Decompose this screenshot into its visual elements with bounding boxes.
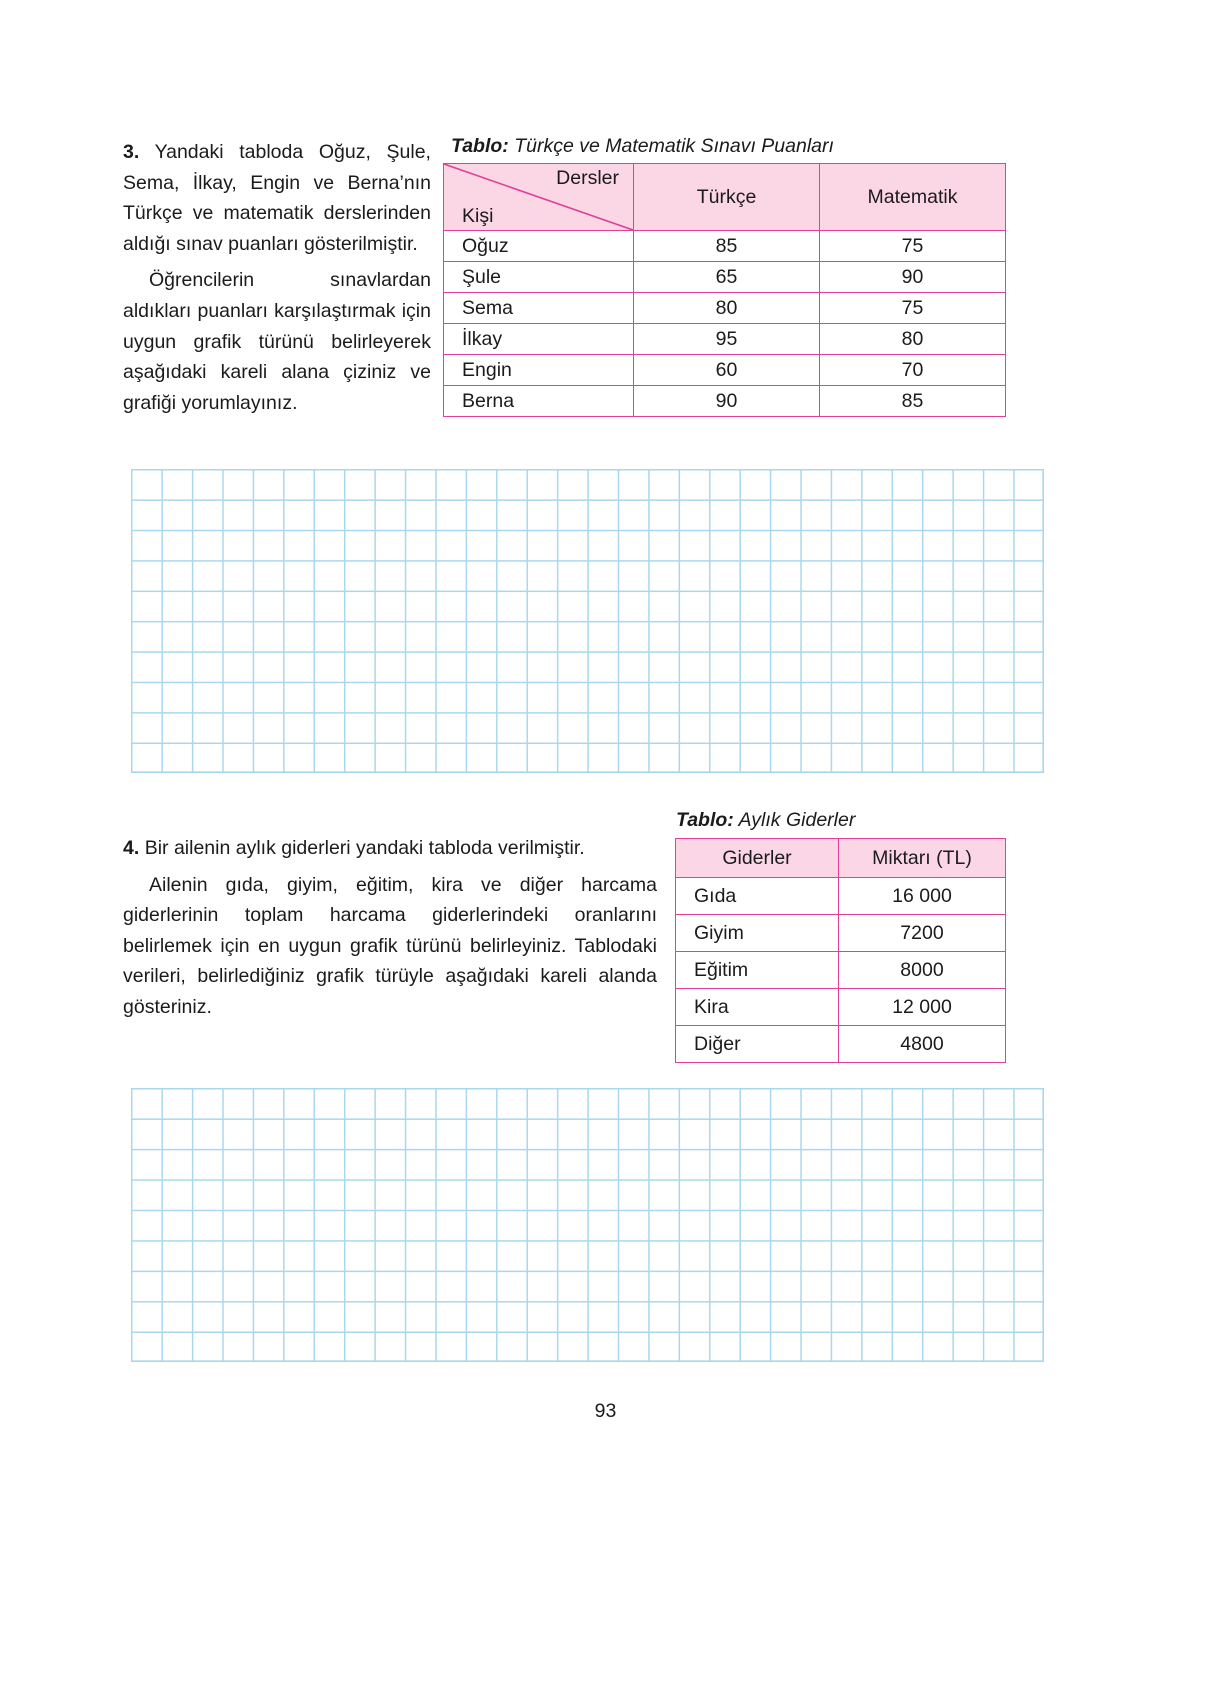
table-row (444, 324, 1006, 355)
table-2-cell-amount: 12 000 (839, 989, 1006, 1026)
table-row-header (676, 839, 1006, 878)
table-row (676, 952, 1006, 989)
table-row (676, 1026, 1006, 1063)
table-1-container (443, 163, 1006, 417)
question-4-text-block (123, 833, 657, 1023)
table-2-cell-amount: 4800 (839, 1026, 1006, 1063)
table-row (444, 262, 1006, 293)
table-2-column-header-miktari: Miktarı (TL) (839, 839, 1006, 878)
table-1-cell-name: Oğuz (444, 231, 634, 262)
table-2-cell-amount: 8000 (839, 952, 1006, 989)
table-2-column-header-giderler: Giderler (676, 839, 839, 878)
table-1-column-header-matematik: Matematik (820, 164, 1006, 231)
table-1-cell-matematik: 85 (820, 386, 1006, 417)
table-row-header (444, 164, 1006, 231)
table-1-cell-turkce: 65 (634, 262, 820, 293)
table-1-cell-matematik: 90 (820, 262, 1006, 293)
question-3-paragraph-2: Öğrencilerin sınavlardan aldıkları puanları karşılaştırmak için uygun grafik türünü belirleyerek aşağıdaki kareli alana çiziniz ve grafiği yorumlayınız. (123, 269, 431, 414)
table-row (676, 989, 1006, 1026)
table-1-caption-label: Tablo: (451, 135, 509, 157)
table-1-cell-matematik: 75 (820, 293, 1006, 324)
table-2-caption-text: Aylık Giderler (733, 809, 856, 831)
graph-paper-area-1[interactable] (131, 469, 1044, 773)
table-1-cell-name: Şule (444, 262, 634, 293)
question-4-paragraph-2: Ailenin gıda, giyim, eğitim, kira ve diğer harcama giderlerinin toplam harcama giderlerindeki oranlarını belirlemek için en uygun grafik türünü belirleyiniz. Tablodaki verileri, belirlediğiniz grafik türüyle aşağıdaki kareli alanda gösteriniz. (123, 873, 657, 1018)
table-1-corner-bottom-label: Kişi (462, 205, 494, 227)
table-row (444, 231, 1006, 262)
table-row (676, 915, 1006, 952)
table-1-caption-text: Türkçe ve Matematik Sınavı Puanları (508, 135, 834, 157)
table-2-container (675, 838, 1006, 1063)
table-2-cell-name: Gıda (676, 878, 839, 915)
table-1-cell-name: Berna (444, 386, 634, 417)
table-2-cell-name: Giyim (676, 915, 839, 952)
table-row (444, 355, 1006, 386)
table-1-corner-header (444, 164, 634, 231)
question-3-paragraph-1-text: Yandaki tabloda Oğuz, Şule, Sema, İlkay, Engin ve Berna’nın Türkçe ve matematik derslerinden aldığı sınav puanları gösterilmiştir. (123, 141, 431, 255)
page-number: 93 (594, 1400, 617, 1422)
table-1-column-header-turkce: Türkçe (634, 164, 820, 231)
table-1-cell-matematik: 70 (820, 355, 1006, 386)
table-2-caption (676, 809, 855, 832)
table-1-cell-name: Sema (444, 293, 634, 324)
table-2-cell-amount: 16 000 (839, 878, 1006, 915)
question-3-number: 3. (123, 141, 140, 163)
table-row (444, 386, 1006, 417)
table-1-cell-turkce: 85 (634, 231, 820, 262)
table-1-caption (451, 135, 834, 158)
table-2-cell-amount: 7200 (839, 915, 1006, 952)
monthly-expenses-table (675, 838, 1006, 1063)
table-1-cell-name: İlkay (444, 324, 634, 355)
question-3-paragraph-1 (123, 137, 431, 259)
table-2-caption-label: Tablo: (676, 809, 734, 831)
table-2-cell-name: Diğer (676, 1026, 839, 1063)
table-1-cell-name: Engin (444, 355, 634, 386)
exam-scores-table (443, 163, 1006, 417)
table-2-cell-name: Eğitim (676, 952, 839, 989)
table-1-cell-turkce: 95 (634, 324, 820, 355)
table-1-cell-matematik: 75 (820, 231, 1006, 262)
table-1-cell-turkce: 80 (634, 293, 820, 324)
table-1-cell-turkce: 60 (634, 355, 820, 386)
table-2-cell-name: Kira (676, 989, 839, 1026)
table-1-cell-matematik: 80 (820, 324, 1006, 355)
question-3-text-block (123, 137, 431, 418)
table-row (444, 293, 1006, 324)
graph-paper-area-2[interactable] (131, 1088, 1044, 1362)
question-4-paragraph-1-text: Bir ailenin aylık giderleri yandaki tabloda verilmiştir. (144, 837, 585, 859)
question-4-number: 4. (123, 837, 140, 859)
table-row (676, 878, 1006, 915)
table-1-cell-turkce: 90 (634, 386, 820, 417)
table-1-corner-top-label: Dersler (556, 167, 619, 189)
question-4-paragraph-1 (123, 833, 657, 864)
